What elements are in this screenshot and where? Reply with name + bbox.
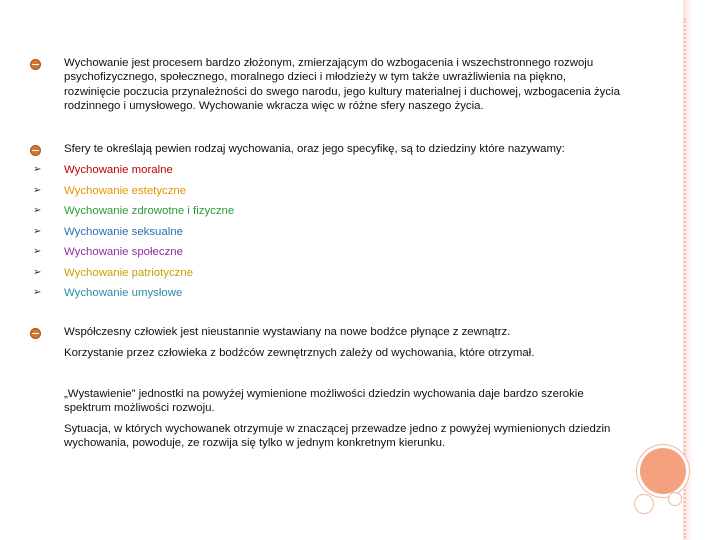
arrow-bullet-icon: ➢: [33, 205, 42, 216]
spheres-intro-paragraph: Sfery te określają pewien rodzaj wychowania, oraz jego specyfikę, są to dziedziny które nazywamy:: [64, 143, 565, 155]
sphere-list-item: Wychowanie estetyczne: [64, 184, 187, 197]
intro-paragraph: Wychowanie jest procesem bardzo złożonym, zmierzającym do wzbogacenia i wszechstronnego rozwoju psychofizycznego, społecznego, moralnego dzieci i młodzieży w tym także uwrażliwienia na piękno, rozwinięcie poczucia przynależności do swego narodu, jego kultury materialnej i duchowej, wzbogacenia życia rodzinnego i umysłowego. Wychowanie wkracza więc w różne sfery naszego życia.: [64, 57, 620, 112]
stimuli-paragraph: Współczesny człowiek jest nieustannie wystawiany na nowe bodźce płynące z zewnątrz.: [64, 326, 511, 338]
arrow-bullet-icon: ➢: [33, 184, 42, 196]
sphere-list-item: Wychowanie seksualne: [64, 225, 183, 238]
arrow-bullet-icon: ➢: [33, 246, 42, 257]
panel-edge-decoration: [683, 0, 693, 540]
decorative-circle-large: [640, 448, 686, 494]
exposure-paragraph: „Wystawienie” jednostki na powyżej wymienione możliwości dziedzin wychowania daje bardzo szerokie spektrum możliwości rozwoju.: [64, 388, 584, 415]
decorative-circle-small: [634, 494, 654, 514]
circle-bullet-icon: [30, 59, 41, 70]
stimuli-dependence-paragraph: Korzystanie przez człowieka z bodźców zewnętrznych zależy od wychowania, które otrzymał.: [64, 347, 535, 359]
sphere-list-item: Wychowanie moralne: [64, 164, 173, 176]
arrow-bullet-icon: ➢: [33, 266, 42, 278]
sphere-list-item: Wychowanie umysłowe: [64, 287, 183, 299]
arrow-bullet-icon: ➢: [33, 225, 42, 237]
arrow-bullet-icon: ➢: [33, 287, 42, 298]
sphere-list-item: Wychowanie patriotyczne: [64, 266, 194, 279]
arrow-bullet-icon: ➢: [33, 164, 42, 175]
circle-bullet-icon: [30, 145, 41, 156]
decorative-circle-tiny: [668, 492, 682, 506]
sphere-list-item: Wychowanie społeczne: [64, 246, 183, 258]
circle-bullet-icon: [30, 328, 41, 339]
one-sided-development-paragraph: Sytuacja, w których wychowanek otrzymuje w znaczącej przewadze jedno z powyżej wymienionych dziedzin wychowania, powoduje, ze rozwija się tylko w jednym konkretnym kierunku.: [64, 423, 611, 450]
sphere-list-item: Wychowanie zdrowotne i fizyczne: [64, 205, 235, 217]
